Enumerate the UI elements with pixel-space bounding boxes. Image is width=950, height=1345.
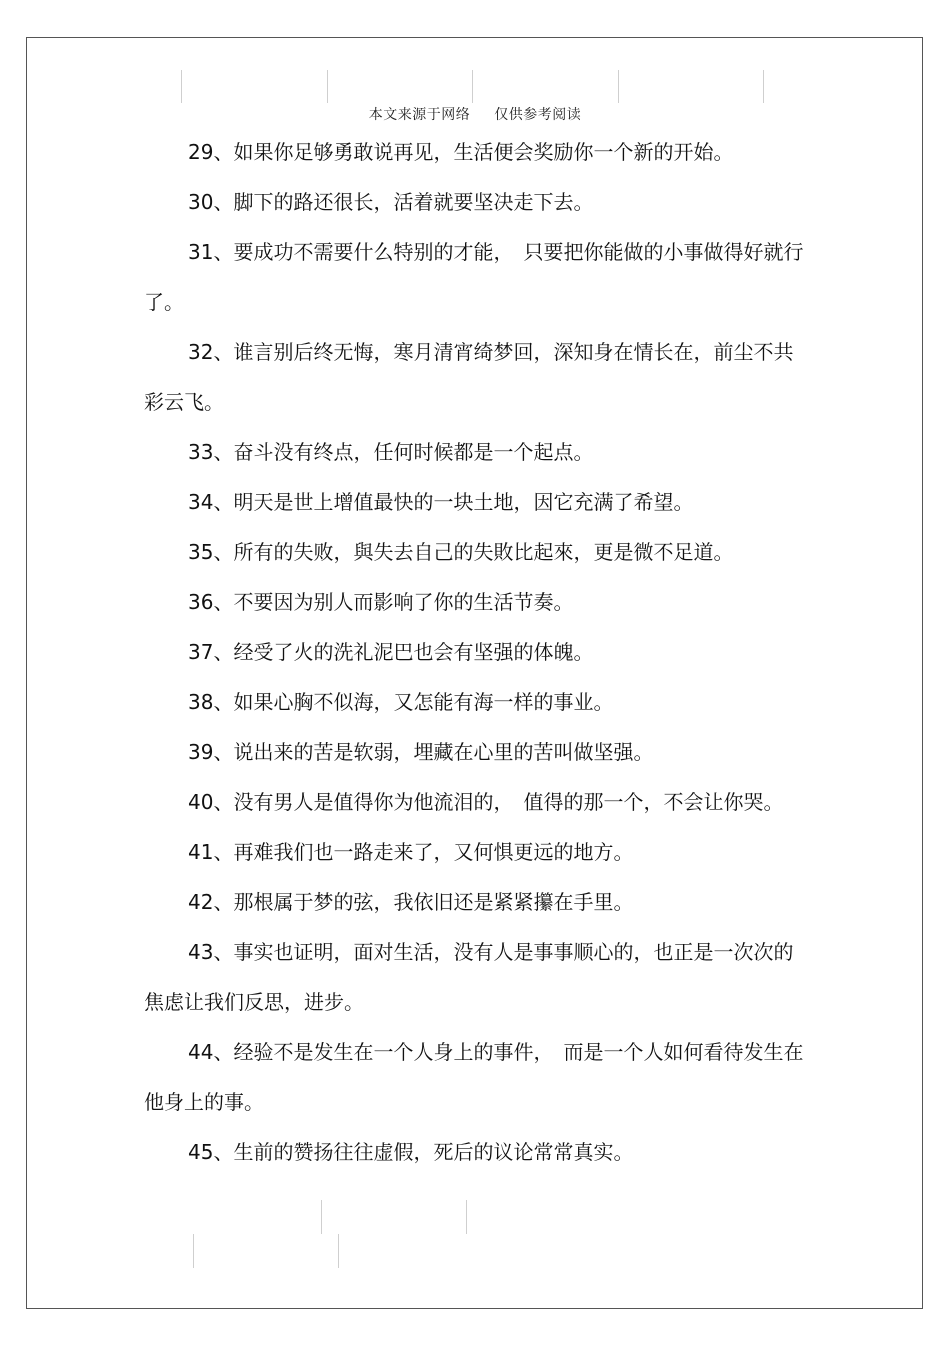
list-item: 43、事实也证明，面对生活，没有人是事事顺心的，也正是一次次的焦虑让我们反思，进步。	[144, 940, 794, 1014]
list-item: 34、明天是世上增值最快的一块土地，因它充满了希望。	[188, 490, 694, 514]
decor-line	[321, 1200, 322, 1234]
list-item: 41、再难我们也一路走来了，又何惧更远的地方。	[188, 840, 634, 864]
list-item: 37、经受了火的洗礼泥巴也会有坚强的体魄。	[188, 640, 594, 664]
list-item: 44、经验不是发生在一个人身上的事件， 而是一个人如何看待发生在他身上的事。	[144, 1040, 804, 1114]
list-item: 30、脚下的路还很长，活着就要坚决走下去。	[188, 190, 594, 214]
decor-line	[618, 70, 619, 103]
list-item: 42、那根属于梦的弦，我依旧还是紧紧攥在手里。	[188, 890, 634, 914]
list-item: 32、谁言别后终无悔，寒月清宵绮梦回，深知身在情长在，前尘不共彩云飞。	[144, 340, 794, 414]
decor-line	[327, 70, 328, 103]
list-item: 31、要成功不需要什么特别的才能， 只要把你能做的小事做得好就行了。	[144, 240, 804, 314]
list-item: 45、生前的赞扬往往虚假，死后的议论常常真实。	[188, 1140, 634, 1164]
list-item: 29、如果你足够勇敢说再见，生活便会奖励你一个新的开始。	[188, 140, 734, 164]
decor-line	[472, 70, 473, 103]
list-item: 33、奋斗没有终点，任何时候都是一个起点。	[188, 440, 594, 464]
list-item: 38、如果心胸不似海，又怎能有海一样的事业。	[188, 690, 614, 714]
decor-line	[338, 1234, 339, 1268]
list-item: 40、没有男人是值得你为他流泪的， 值得的那一个，不会让你哭。	[188, 790, 784, 814]
decor-line	[181, 70, 182, 103]
decor-line	[466, 1200, 467, 1234]
list-item: 39、说出来的苦是软弱，埋藏在心里的苦叫做坚强。	[188, 740, 654, 764]
header-note	[0, 104, 950, 124]
quote-list	[144, 127, 804, 1177]
header-source: 本文来源于网络	[368, 107, 471, 123]
list-item: 35、所有的失败，與失去自己的失敗比起來，更是微不足道。	[188, 540, 734, 564]
decor-line	[193, 1234, 194, 1268]
header-reference: 仅供参考阅读	[494, 107, 582, 123]
decor-line	[763, 70, 764, 103]
list-item: 36、不要因为别人而影响了你的生活节奏。	[188, 590, 574, 614]
